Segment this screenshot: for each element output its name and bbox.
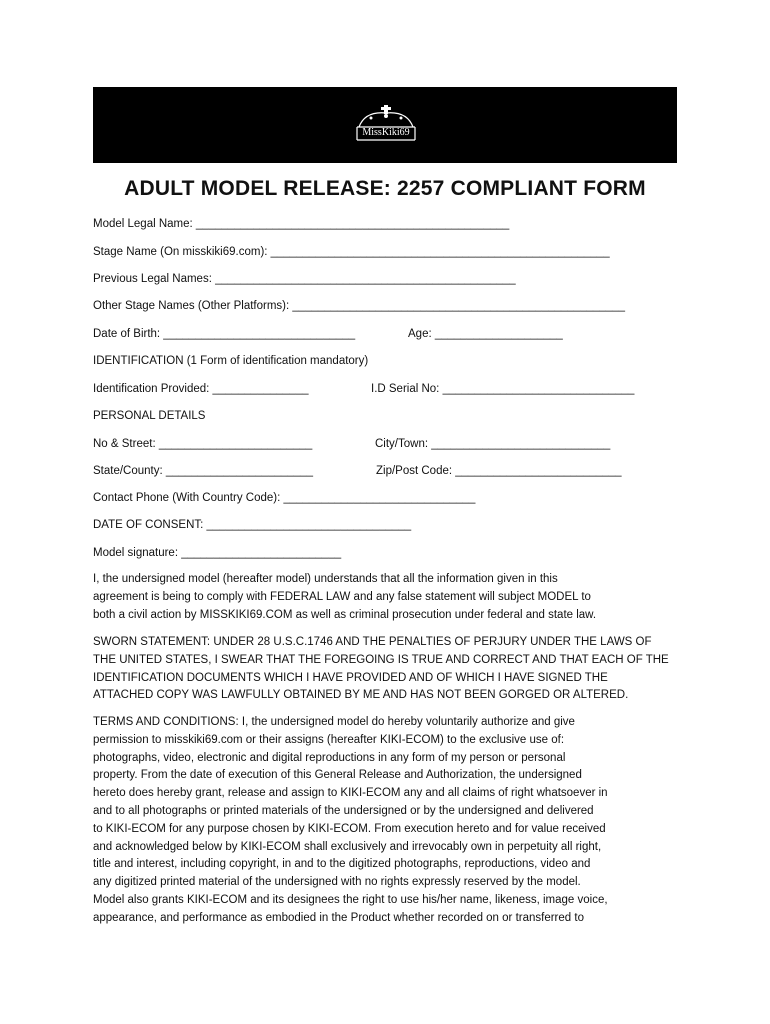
city-field[interactable]: City/Town: ____________________________ — [375, 438, 611, 450]
paragraph-line: any digitized printed material of the undersigned with no rights expressly reserved by the model. — [93, 876, 581, 889]
paragraph-line: and to all photographs or printed materials of the undersigned or by the undersigned and delivered — [93, 804, 594, 817]
state-field[interactable]: State/County: _______________________ — [93, 465, 313, 477]
paragraph-line: appearance, and performance as embodied in the Product whether recorded on or transferred to — [93, 911, 584, 924]
date-of-birth-field[interactable]: Date of Birth: ______________________________ — [93, 328, 356, 340]
paragraph-line: ATTACHED COPY WAS LAWFULLY OBTAINED BY ME AND HAS NOT BEEN GORGED OR ALTERED. — [93, 689, 629, 702]
id-serial-field[interactable]: I.D Serial No: ______________________________ — [371, 383, 635, 395]
age-field[interactable]: Age: ____________________ — [408, 328, 563, 340]
undersigned-paragraph — [93, 571, 677, 624]
zip-field[interactable]: Zip/Post Code: __________________________ — [376, 465, 622, 477]
date-of-consent-field[interactable]: DATE OF CONSENT: ________________________________ — [93, 519, 412, 531]
paragraph-line: permission to misskiki69.com or their assigns (hereafter KIKI-ECOM) to the exclusive use of: — [93, 733, 565, 746]
paragraph-line: I, the undersigned model (hereafter model) understands that all the information given in this — [93, 573, 558, 585]
paragraph-line: Model also grants KIKI-ECOM and its designees the right to use his/her name, likeness, image voice, — [93, 893, 608, 906]
logo — [351, 103, 421, 147]
identification-heading: IDENTIFICATION (1 Form of identification mandatory) — [93, 355, 369, 367]
page-title: ADULT MODEL RELEASE: 2257 COMPLIANT FORM — [124, 177, 646, 200]
street-field[interactable]: No & Street: ________________________ — [93, 438, 313, 450]
terms-paragraph — [93, 714, 677, 928]
other-stage-names-field[interactable]: Other Stage Names (Other Platforms): ____________________________________________________ — [93, 300, 625, 312]
paragraph-line: photographs, video, electronic and digital reproductions in any form of my person or personal — [93, 751, 566, 764]
identification-provided-field[interactable]: Identification Provided: _______________ — [93, 383, 309, 395]
paragraph-line: agreement is being to comply with FEDERAL LAW and any false statement will subject MODEL to — [93, 590, 591, 603]
model-legal-name-field[interactable]: Model Legal Name: _________________________________________________ — [93, 218, 510, 230]
personal-details-heading: PERSONAL DETAILS — [93, 410, 206, 422]
model-signature-field[interactable]: Model signature: _________________________ — [93, 547, 342, 559]
contact-phone-field[interactable]: Contact Phone (With Country Code): ______________________________ — [93, 492, 476, 504]
paragraph-line: TERMS AND CONDITIONS: I, the undersigned model do hereby voluntarily authorize and give — [93, 716, 575, 728]
previous-legal-names-field[interactable]: Previous Legal Names: _______________________________________________ — [93, 273, 516, 285]
paragraph-line: both a civil action by MISSKIKI69.COM as well as criminal prosecution under federal and state law. — [93, 608, 597, 621]
paragraph-line: to KIKI-ECOM for any purpose chosen by KIKI-ECOM. From execution hereto and for value received — [93, 822, 606, 835]
paragraph-line: hereto does hereby grant, release and assign to KIKI-ECOM any and all claims of right whatsoever in — [93, 787, 608, 800]
paragraph-line: THE UNITED STATES, I SWEAR THAT THE FOREGOING IS TRUE AND CORRECT AND THAT EACH OF THE — [93, 653, 669, 666]
crown-icon — [351, 103, 421, 147]
paragraph-line: IDENTIFICATION DOCUMENTS WHICH I HAVE PROVIDED AND OF WHICH I HAVE SIGNED THE — [93, 671, 608, 684]
paragraph-line: title and interest, including copyright, in and to the digitized photographs, reproductions, video and — [93, 858, 591, 871]
stage-name-field[interactable]: Stage Name (On misskiki69.com): _____________________________________________________ — [93, 246, 610, 258]
paragraph-line: SWORN STATEMENT: UNDER 28 U.S.C.1746 AND THE PENALTIES OF PERJURY UNDER THE LAWS OF — [93, 636, 652, 648]
paragraph-line: and acknowledged below by KIKI-ECOM shall exclusively and irrevocably own in perpetuity all right, — [93, 840, 602, 853]
logo-text: MissKiki69 — [362, 127, 410, 138]
paragraph-line: property. From the date of execution of this General Release and Authorization, the undersigned — [93, 769, 582, 782]
sworn-statement-paragraph — [93, 634, 677, 705]
